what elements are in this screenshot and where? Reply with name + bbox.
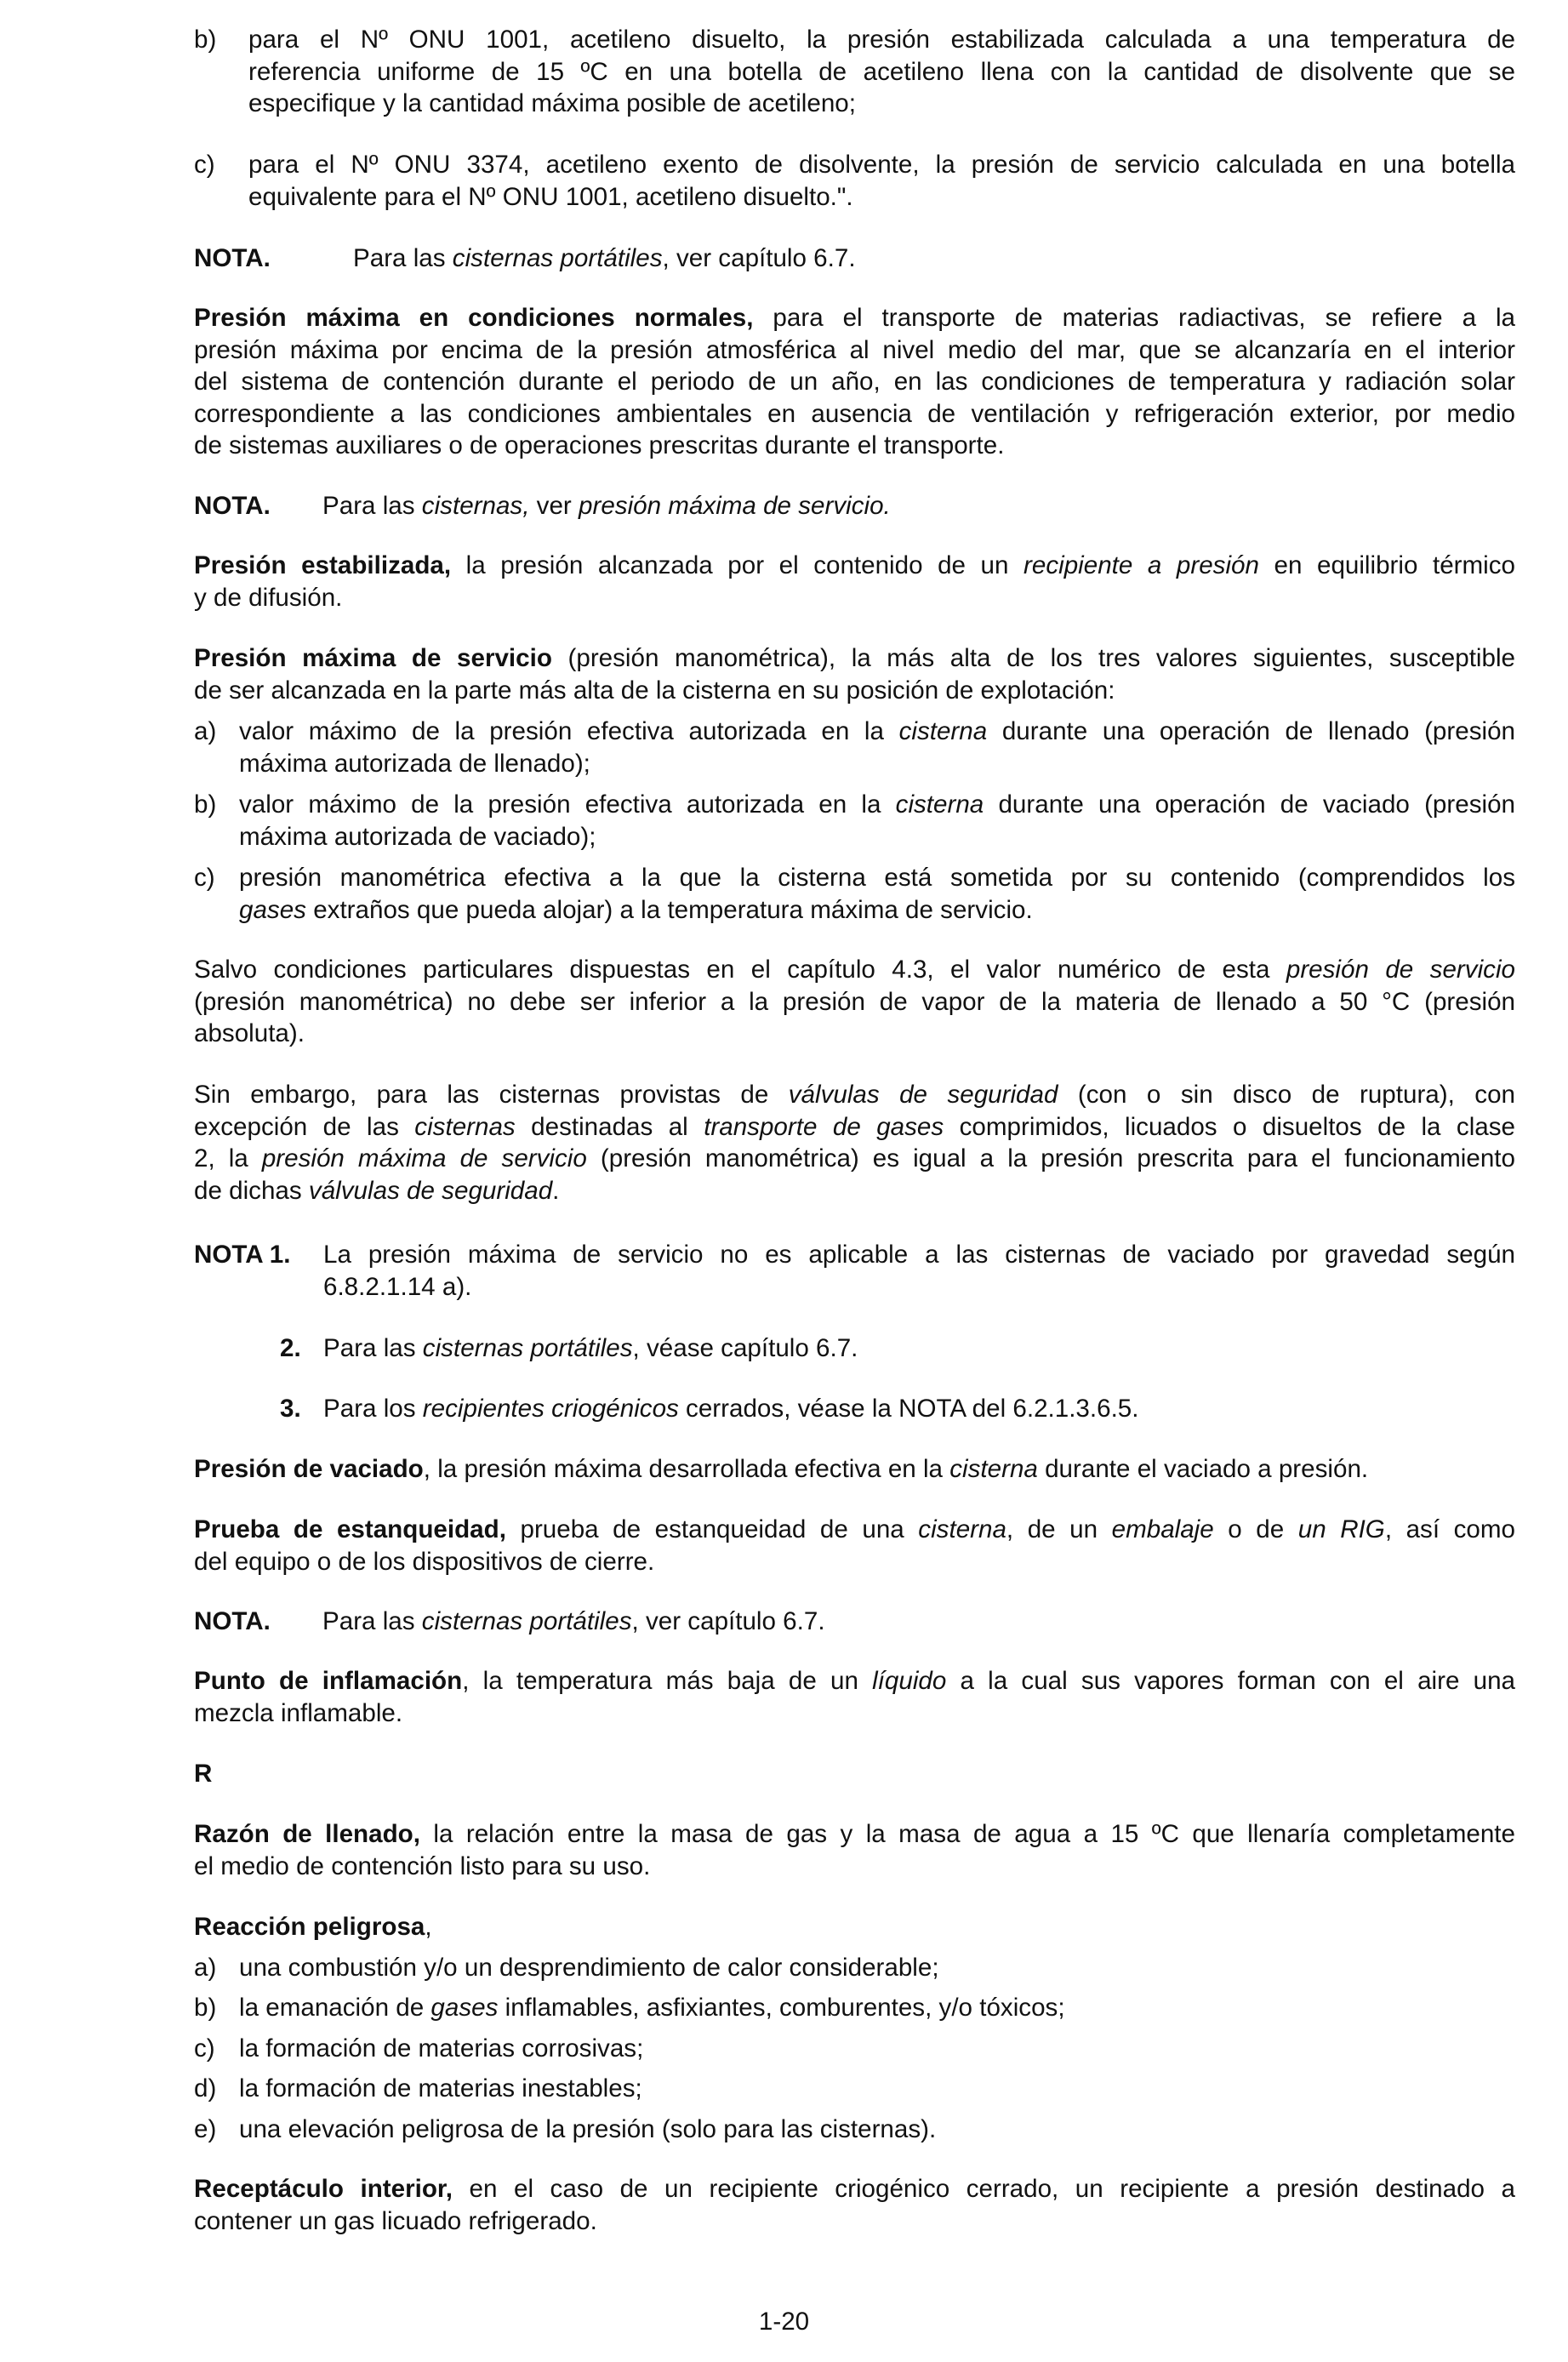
text-line: para el Nº ONU 3374, acetileno exento de disolvente, la presión de servicio calculada en una botella — [248, 151, 1515, 179]
nota-label: NOTA. — [194, 492, 271, 520]
nota-text: Para los recipientes criogénicos cerrados, véase la NOTA del 6.2.1.3.6.5. — [323, 1395, 1139, 1423]
definition-presion-estabilizada: Presión estabilizada, la presión alcanzada por el contenido de un recipiente a presión en equilibrio térmico y de difusión. — [194, 551, 1515, 612]
list-item-c — [194, 862, 1515, 928]
page-number: 1-20 — [758, 2308, 810, 2336]
nota-text: Para las cisternas portátiles, ver capítulo 6.7. — [322, 1607, 825, 1635]
list-text: la emanación de gases inflamables, asfixiantes, comburentes, y/o tóxicos; — [239, 1994, 1065, 2022]
text-line: equivalente para el Nº ONU 1001, acetileno disuelto.". — [248, 182, 853, 211]
list-label: c) — [194, 2034, 215, 2062]
nota-label: 2. — [280, 1334, 301, 1362]
definition-term: Presión estabilizada, — [194, 551, 452, 579]
list-label: a) — [194, 1954, 217, 1982]
list-label: b) — [194, 1994, 217, 2022]
nota-label: 3. — [280, 1395, 301, 1423]
list-item-b — [194, 24, 1515, 122]
nota-label: NOTA. — [194, 244, 271, 272]
nota-text: Para las cisternas portátiles, ver capítulo 6.7. — [353, 244, 856, 272]
text-line: referencia uniforme de 15 ºC en una botella de acetileno llena con la cantidad de disolvente que se — [248, 57, 1515, 86]
definition-presion-vaciado: Presión de vaciado, la presión máxima desarrollada efectiva en la cisterna durante el vaciado a presión. — [194, 1455, 1369, 1483]
nota-label: NOTA. — [194, 1607, 271, 1635]
list-text: valor máximo de la presión efectiva autorizada en la cisterna durante una operación de llenado (presión máxima autorizada de llenado); — [239, 717, 1515, 778]
definition-term: Presión máxima en condiciones normales, — [194, 304, 754, 332]
definition-punto-inflamacion: Punto de inflamación, la temperatura más baja de un líquido a la cual sus vapores forman con el aire una mezcla inflamable. — [194, 1667, 1516, 1727]
list-text: la formación de materias corrosivas; — [239, 2034, 644, 2062]
list-item-c — [194, 149, 1515, 215]
list-text: una combustión y/o un desprendimiento de calor considerable; — [239, 1954, 939, 1982]
list-label: d) — [194, 2074, 217, 2102]
list-label: c) — [194, 864, 215, 892]
nota-text: Para las cisternas portátiles, véase capítulo 6.7. — [323, 1334, 858, 1362]
list-label: c) — [194, 151, 215, 179]
nota-text: La presión máxima de servicio no es aplicable a las cisternas de vaciado por gravedad según 6.8.2.1.14 a). — [323, 1241, 1515, 1301]
definition-reaccion-peligrosa: Reacción peligrosa, — [194, 1913, 432, 1941]
list-text — [248, 24, 1515, 120]
list-label: e) — [194, 2115, 217, 2143]
definition-receptaculo-interior: Receptáculo interior, en el caso de un recipiente criogénico cerrado, un recipiente a presión destinado a contener un gas licuado refrigerado. — [194, 2175, 1515, 2235]
definition-term: Presión de vaciado — [194, 1455, 424, 1483]
list-label: b) — [194, 790, 217, 819]
section-letter: R — [194, 1760, 213, 1788]
list-text: una elevación peligrosa de la presión (solo para las cisternas). — [239, 2115, 937, 2143]
list-label: b) — [194, 26, 217, 54]
definition-term: Prueba de estanqueidad, — [194, 1515, 506, 1543]
definition-term: Receptáculo interior, — [194, 2175, 453, 2203]
list-text: la formación de materias inestables; — [239, 2074, 642, 2102]
definition-razon-llenado: Razón de llenado, la relación entre la masa de gas y la masa de agua a 15 ºC que llenaría completamente el medio de contención listo para su uso. — [194, 1820, 1515, 1880]
list-label: a) — [194, 717, 217, 745]
definition-term: Presión máxima de servicio — [194, 644, 552, 672]
list-item-b — [194, 789, 1515, 855]
definition-prueba-estanqueidad: Prueba de estanqueidad, prueba de estanqueidad de una cisterna, de un embalaje o de un RIG, así como del equipo o de los dispositivos de cierre. — [194, 1515, 1515, 1576]
paragraph: Salvo condiciones particulares dispuestas en el capítulo 4.3, el valor numérico de esta presión de servicio (presión manométrica) no debe ser inferior a la presión de vapor de la materia de llenado a 50 °C (presión absoluta). — [194, 956, 1515, 1047]
text-line: para el Nº ONU 1001, acetileno disuelto, la presión estabilizada calculada a una temperatura de — [248, 26, 1515, 54]
list-text: valor máximo de la presión efectiva autorizada en la cisterna durante una operación de vaciado (presión máxima autorizada de vaciado); — [239, 790, 1515, 851]
nota-text: Para las cisternas, ver presión máxima de servicio. — [322, 492, 891, 520]
definition-term: Punto de inflamación — [194, 1667, 463, 1695]
list-text — [248, 149, 1515, 213]
list-text: presión manométrica efectiva a la que la cisterna está sometida por su contenido (comprendidos los gases extraños que pueda alojar) a la temperatura máxima de servicio. — [239, 864, 1515, 924]
paragraph: Sin embargo, para las cisternas provistas de válvulas de seguridad (con o sin disco de ruptura), con excepción de las cisternas destinadas al transporte de gases comprimidos, licuados o disueltos de la clase 2, la presión máxima de servicio (presión manométrica) es igual a la presión prescrita para el funcionamiento de dichas válvulas de seguridad. — [194, 1081, 1516, 1205]
definition-presion-maxima-servicio: Presión máxima de servicio (presión manométrica), la más alta de los tres valores siguientes, susceptible de ser alcanzada en la parte más alta de la cisterna en su posición de explotación: — [194, 644, 1515, 705]
list-item-a — [194, 716, 1515, 782]
nota-label: NOTA 1. — [194, 1241, 291, 1269]
definition-term: Reacción peligrosa — [194, 1913, 425, 1941]
text-line: especifique y la cantidad máxima posible de acetileno; — [248, 89, 856, 117]
definition-presion-maxima-normales: Presión máxima en condiciones normales, para el transporte de materias radiactivas, se refiere a la presión máxima por encima de la presión atmosférica al nivel medio del mar, que se alcanzaría en el interior del sistema de contención durante el periodo de un año, en las condiciones de temperatura y radiación solar correspondiente a las condiciones ambientales en ausencia de ventilación y refrigeración exterior, por medio de sistemas auxiliares o de operaciones prescritas durante el transporte. — [194, 304, 1515, 459]
definition-term: Razón de llenado, — [194, 1820, 420, 1848]
